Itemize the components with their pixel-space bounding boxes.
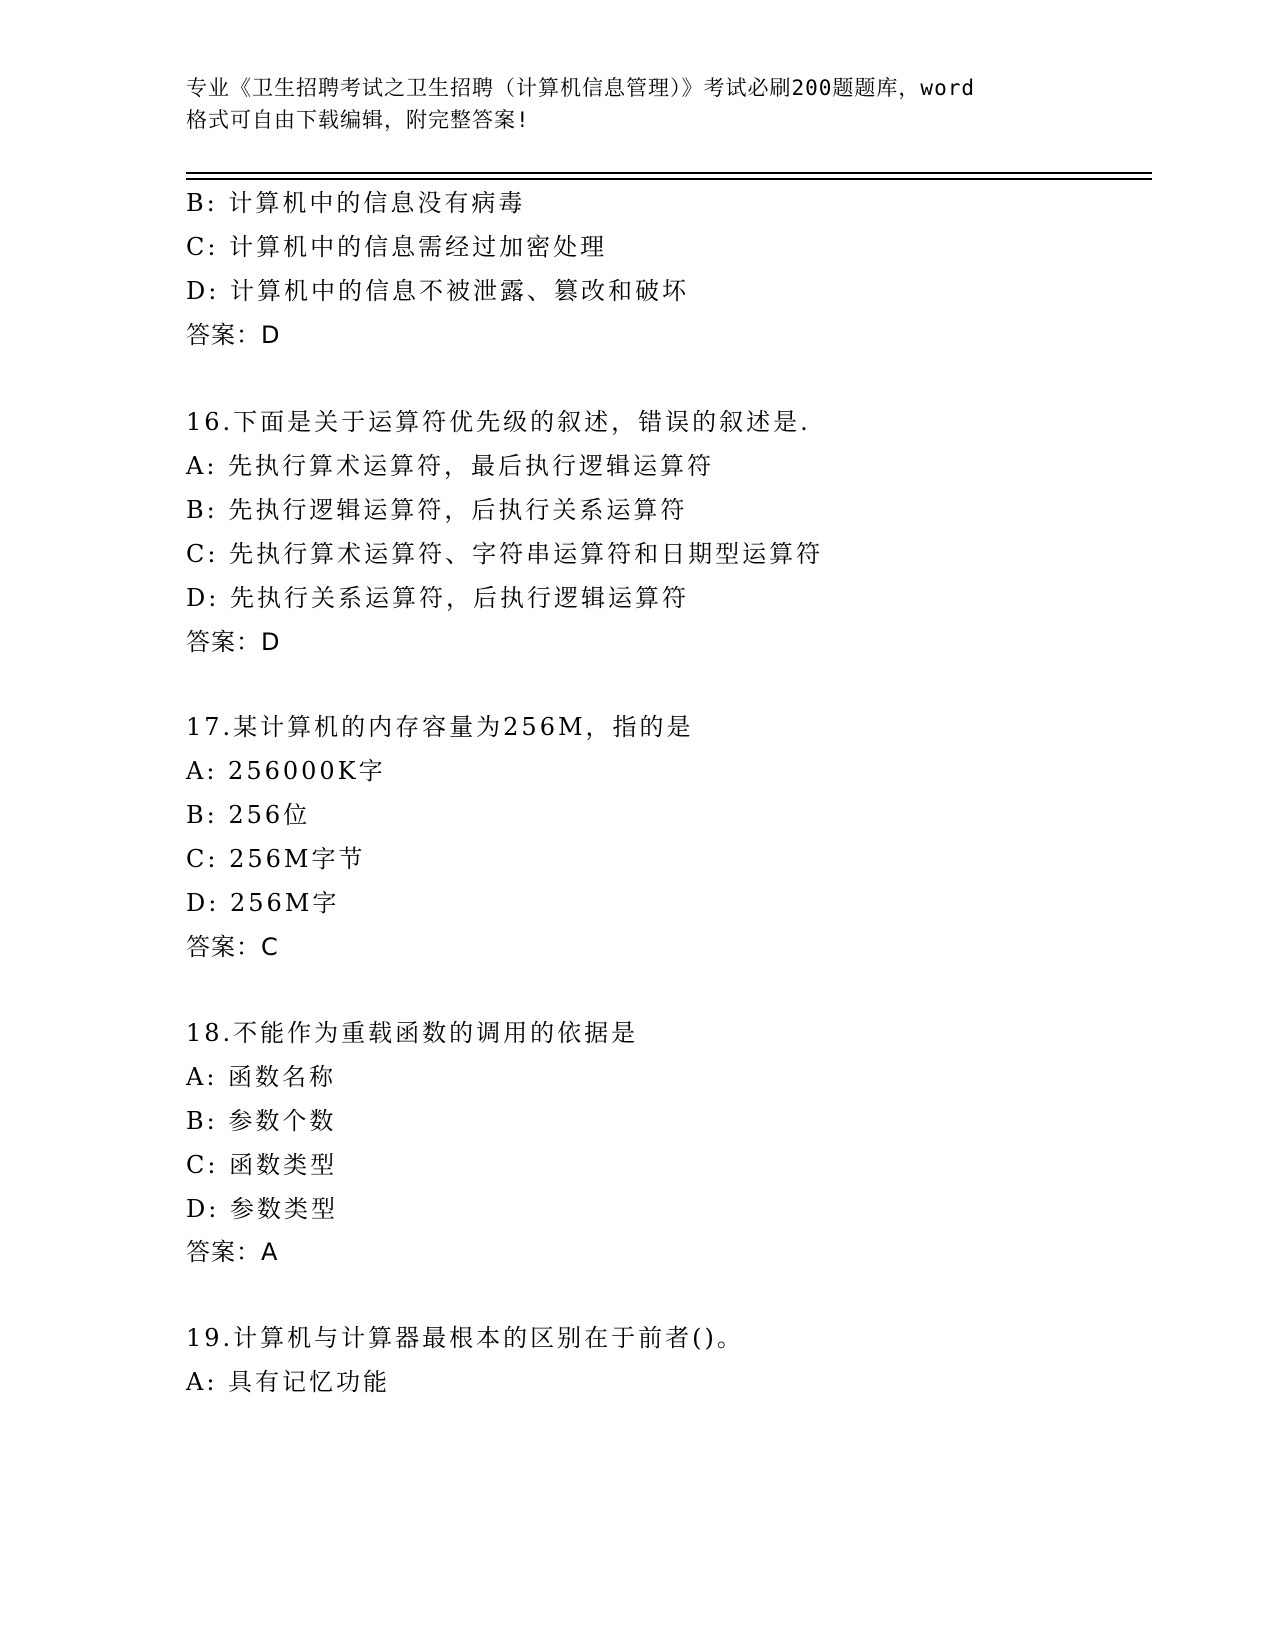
q17-answer: 答案：C — [186, 933, 279, 961]
q15-option-c: C: 计算机中的信息需经过加密处理 — [186, 233, 608, 261]
q18-answer: 答案：A — [186, 1238, 279, 1266]
q17-option-d: D: 256M字 — [186, 889, 340, 917]
q15-option-d: D: 计算机中的信息不被泄露、篡改和破坏 — [186, 277, 689, 305]
q15-option-b: B: 计算机中的信息没有病毒 — [186, 189, 526, 217]
q16-answer: 答案：D — [186, 628, 281, 656]
q16-option-b: B: 先执行逻辑运算符，后执行关系运算符 — [186, 496, 688, 524]
q16-option-a: A: 先执行算术运算符，最后执行逻辑运算符 — [186, 452, 715, 480]
q16-stem: 16.下面是关于运算符优先级的叙述，错误的叙述是. — [186, 408, 811, 436]
q17-option-c: C: 256M字节 — [186, 845, 366, 873]
q19-option-a: A: 具有记忆功能 — [186, 1368, 391, 1396]
q18-option-c: C: 函数类型 — [186, 1151, 338, 1179]
header-divider-bottom — [186, 178, 1152, 180]
header-divider-top — [186, 172, 1152, 174]
q19-stem: 19.计算机与计算器最根本的区别在于前者()。 — [186, 1324, 744, 1352]
q16-option-d: D: 先执行关系运算符，后执行逻辑运算符 — [186, 584, 689, 612]
document-header-line-1: 专业《卫生招聘考试之卫生招聘（计算机信息管理）》考试必刷200题题库，word — [186, 76, 975, 100]
q18-option-b: B: 参数个数 — [186, 1107, 337, 1135]
q16-option-c: C: 先执行算术运算符、字符串运算符和日期型运算符 — [186, 540, 824, 568]
q17-stem: 17.某计算机的内存容量为256M，指的是 — [186, 713, 694, 741]
q18-stem: 18.不能作为重载函数的调用的依据是 — [186, 1019, 639, 1047]
q17-option-b: B: 256位 — [186, 801, 311, 829]
q18-option-d: D: 参数类型 — [186, 1195, 338, 1223]
q15-answer: 答案：D — [186, 321, 281, 349]
q17-option-a: A: 256000K字 — [186, 757, 386, 785]
q18-option-a: A: 函数名称 — [186, 1063, 337, 1091]
document-header-line-2: 格式可自由下载编辑，附完整答案! — [186, 108, 530, 132]
